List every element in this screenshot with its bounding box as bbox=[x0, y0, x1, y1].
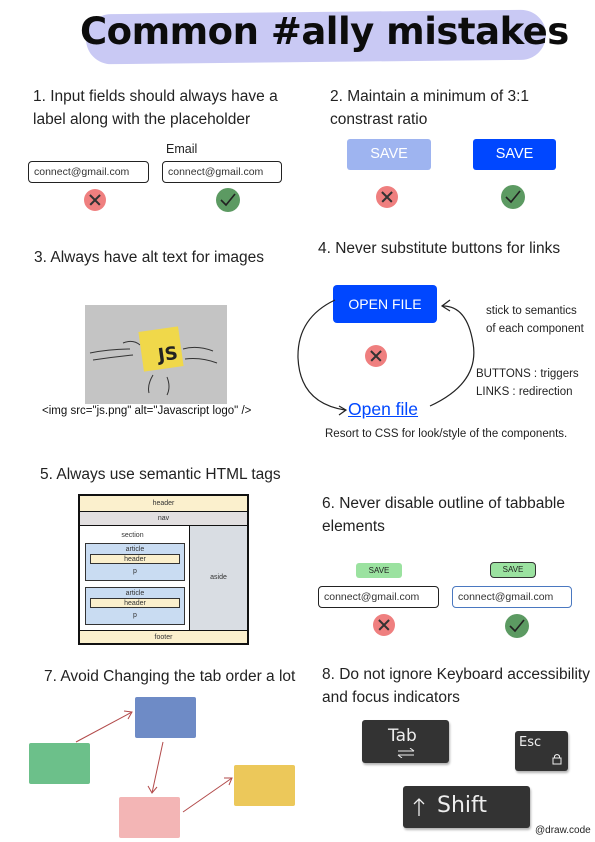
check-icon bbox=[505, 614, 529, 638]
section-6-heading-line-2: elements bbox=[322, 518, 385, 535]
open-file-link[interactable]: Open file bbox=[348, 399, 419, 419]
semantics-note bbox=[486, 302, 584, 338]
return-arrows-icon bbox=[396, 748, 416, 758]
save-button-with-outline[interactable]: SAVE bbox=[490, 562, 536, 578]
email-field-with-label[interactable]: connect@gmail.com bbox=[162, 161, 282, 183]
tab-order-arrows bbox=[0, 690, 300, 840]
css-note: Resort to CSS for look/style of the components. bbox=[325, 428, 568, 440]
cross-icon bbox=[84, 189, 106, 211]
section-2-heading-line-1: 2. Maintain a minimum of 3:1 bbox=[330, 88, 530, 105]
section-4-heading: 4. Never substitute buttons for links bbox=[318, 240, 561, 257]
wire-article-p: p bbox=[133, 612, 137, 619]
wire-article-header: header bbox=[90, 598, 180, 608]
section-5-heading: 5. Always use semantic HTML tags bbox=[40, 466, 281, 483]
buttons-note: BUTTONS : triggers bbox=[476, 368, 579, 380]
section-6-heading-line-1: 6. Never disable outline of tabbable bbox=[322, 495, 565, 512]
section-1-heading bbox=[33, 85, 278, 131]
email-field-focus-outline[interactable]: connect@gmail.com bbox=[452, 586, 572, 608]
section-2-heading bbox=[330, 85, 529, 131]
section-7-heading: 7. Avoid Changing the tab order a lot bbox=[44, 668, 296, 685]
shift-key bbox=[403, 786, 530, 828]
cross-icon bbox=[376, 186, 398, 208]
high-contrast-save-button[interactable]: SAVE bbox=[473, 139, 556, 170]
wire-aside: aside bbox=[189, 526, 247, 630]
wire-section: section bbox=[121, 532, 144, 539]
section-6-heading bbox=[322, 492, 565, 538]
wire-article-header: header bbox=[90, 554, 180, 564]
js-logo-text: JS bbox=[156, 342, 180, 367]
links-note: LINKS : redirection bbox=[476, 386, 573, 398]
page-title: Common #ally mistakes bbox=[80, 10, 569, 53]
check-icon bbox=[216, 188, 240, 212]
wire-article-p: p bbox=[133, 568, 137, 575]
semantics-note-line-2: of each component bbox=[486, 323, 584, 335]
open-file-button[interactable]: OPEN FILE bbox=[333, 285, 437, 323]
wire-article-label: article bbox=[125, 546, 145, 553]
cross-icon bbox=[373, 614, 395, 636]
wire-article-1 bbox=[85, 543, 185, 581]
semantics-note-line-1: stick to semantics bbox=[486, 305, 577, 317]
img-alt-code: <img src="js.png" alt="Javascript logo" /> bbox=[42, 405, 252, 417]
js-logo-square bbox=[138, 326, 183, 371]
semantic-layout-diagram bbox=[78, 494, 249, 645]
wire-footer: footer bbox=[80, 630, 247, 643]
curved-arrow-icon bbox=[295, 288, 485, 423]
wire-nav: nav bbox=[80, 512, 247, 526]
low-contrast-save-button[interactable]: SAVE bbox=[347, 139, 431, 170]
buttons-links-note bbox=[476, 365, 579, 401]
tab-key-label: Tab bbox=[388, 726, 417, 746]
credit: @draw.code bbox=[535, 825, 591, 836]
tab-key bbox=[362, 720, 449, 763]
section-2-heading-line-2: constrast ratio bbox=[330, 111, 428, 128]
js-logo-image bbox=[85, 305, 227, 404]
email-field-no-label[interactable]: connect@gmail.com bbox=[28, 161, 149, 183]
section-8-heading-line-2: and focus indicators bbox=[322, 689, 460, 706]
save-button-no-outline[interactable]: SAVE bbox=[356, 563, 402, 578]
esc-key bbox=[515, 731, 568, 771]
shift-key-label: Shift bbox=[437, 793, 488, 818]
check-icon bbox=[501, 185, 525, 209]
section-3-heading: 3. Always have alt text for images bbox=[34, 249, 265, 266]
section-8-heading-line-1: 8. Do not ignore Keyboard accessibility bbox=[322, 666, 590, 683]
up-arrow-icon bbox=[413, 797, 425, 817]
wire-article-2 bbox=[85, 587, 185, 625]
email-field-no-outline[interactable]: connect@gmail.com bbox=[318, 586, 439, 608]
wire-header: header bbox=[80, 496, 247, 512]
lock-icon bbox=[552, 753, 562, 765]
esc-key-label: Esc bbox=[519, 735, 542, 750]
section-1-heading-line-2: label along with the placeholder bbox=[33, 111, 251, 128]
wire-article-label: article bbox=[125, 590, 145, 597]
section-1-heading-line-1: 1. Input fields should always have a bbox=[33, 88, 278, 105]
email-label: Email bbox=[166, 142, 198, 156]
section-8-heading bbox=[322, 663, 590, 709]
